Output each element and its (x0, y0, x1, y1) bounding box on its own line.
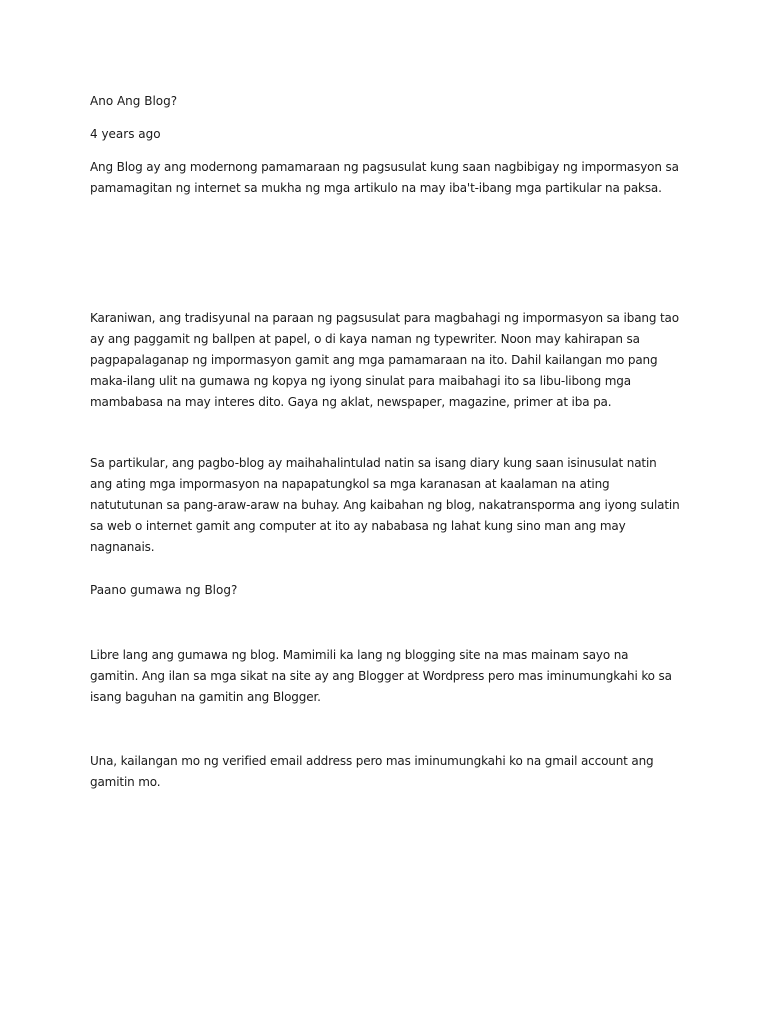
paragraph-email: Una, kailangan mo ng verified email address pero mas iminumungkahi ko na gmail account ang gamitin mo. (90, 754, 654, 789)
paragraph-diary: Sa partikular, ang pagbo-blog ay maihahalintulad natin sa isang diary kung saan isinusulat natin ang ating mga impormasyon na napapatungkol sa mga karanasan at kaalaman na ating natututunan sa pang-araw-araw na buhay. Ang kaibahan ng blog, nakatransporma ang iyong sulatin sa web o internet gamit ang computer at ito ay nababasa ng lahat kung sino man ang may nagnanais. (90, 456, 680, 554)
post-date: 4 years ago (90, 127, 161, 141)
document-title: Ano Ang Blog? (90, 94, 178, 108)
paragraph-intro: Ang Blog ay ang modernong pamamaraan ng pagsusulat kung saan nagbibigay ng impormasyon sa pamamagitan ng internet sa mukha ng mga artikulo na may iba't-ibang mga partikular na paksa. (90, 160, 679, 195)
paragraph-free: Libre lang ang gumawa ng blog. Mamimili ka lang ng blogging site na mas mainam sayo na gamitin. Ang ilan sa mga sikat na site ay ang Blogger at Wordpress pero mas iminumungkahi ko sa isang baguhan na gamitin ang Blogger. (90, 648, 672, 704)
paragraph-traditional: Karaniwan, ang tradisyunal na paraan ng pagsusulat para magbahagi ng impormasyon sa ibang tao ay ang paggamit ng ballpen at papel, o di kaya naman ng typewriter. Noon may kahirapan sa pagpapalaganap ng impormasyon gamit ang mga pamamaraan na ito. Dahil kailangan mo pang maka-ilang ulit na gumawa ng kopya ng iyong sinulat para maibahagi ito sa libu-libong mga mambabasa na may interes dito. Gaya ng aklat, newspaper, magazine, primer at iba pa. (90, 311, 679, 409)
subheading-how-to: Paano gumawa ng Blog? (90, 583, 238, 597)
